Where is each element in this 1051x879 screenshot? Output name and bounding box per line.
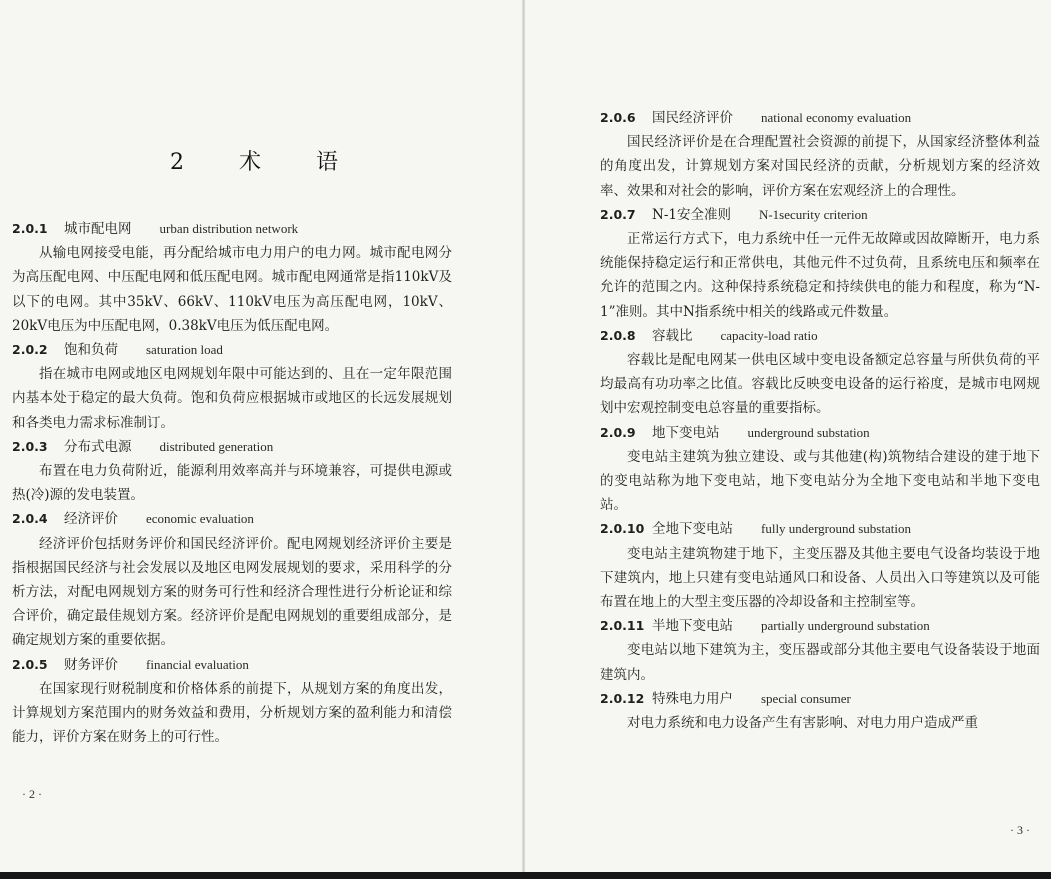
- term-definition: 在国家现行财税制度和价格体系的前提下，从规划方案的角度出发，计算规划方案范围内的财务效益和费用，分析规划方案的盈利能力和清偿能力，评价方案在财务上的可行性。: [12, 680, 452, 746]
- term-number: 2.0.11: [600, 618, 645, 634]
- term-english: underground substation: [747, 424, 870, 440]
- book-gutter: [522, 0, 525, 872]
- term-number: 2.0.4: [12, 511, 48, 527]
- term-heading: [600, 203, 1040, 227]
- term-number: 2.0.5: [12, 656, 48, 672]
- term-entry: [12, 217, 452, 338]
- page-number-left: · 2 ·: [22, 787, 42, 801]
- chapter-title: 2 术 语: [170, 150, 362, 175]
- term-english: saturation load: [146, 342, 223, 358]
- term-definition: 从输电网接受电能，再分配给城市电力用户的电力网。城市配电网分为高压配电网、中压配电网和低压配电网。城市配电网通常是指110kV及以下的电网。其中35kV、66kV、110kV电压为高压配电网，10kV、20kV电压为中压配电网，0.38kV电压为低压配电网。: [12, 245, 452, 334]
- term-heading: [12, 653, 452, 677]
- left-column: [12, 217, 452, 749]
- term-english: fully underground substation: [761, 521, 911, 537]
- term-chinese: 半地下变电站: [652, 618, 733, 635]
- term-english: partially underground substation: [761, 618, 930, 634]
- term-number: 2.0.12: [600, 690, 645, 706]
- term-definition: 经济评价包括财务评价和国民经济评价。配电网规划经济评价主要是指根据国民经济与社会发展以及地区电网发展规划的要求，采用科学的分析方法，对配电网规划方案的财务可行性和经济合理性进行分析论证和综合评价，确定最佳规划方案。经济评价是配电网规划的重要组成部分，是确定规划方案的重要依据。: [12, 535, 452, 649]
- term-chinese: 饱和负荷: [64, 342, 118, 359]
- term-number: 2.0.10: [600, 521, 645, 537]
- right-column: [600, 106, 1040, 735]
- term-chinese: 全地下变电站: [652, 521, 733, 538]
- term-number: 2.0.1: [12, 221, 48, 236]
- term-heading: [12, 435, 452, 459]
- term-definition: 正常运行方式下，电力系统中任一元件无故障或因故障断开，电力系统能保持稳定运行和正常供电，其他元件不过负荷，且系统电压和频率在允许的范围之内。这种保持系统稳定和持续供电的能力和程度，称为“N-1”准则。其中N指系统中相关的线路或元件数量。: [600, 231, 1040, 320]
- term-english: financial evaluation: [146, 656, 249, 672]
- term-number: 2.0.7: [600, 206, 636, 222]
- term-definition: 指在城市电网或地区电网规划年限中可能达到的、且在一定年限范围内基本处于稳定的最大负荷。饱和负荷应根据城市或地区的长远发展规划和各类电力需求标准制订。: [12, 366, 452, 431]
- term-entry: [12, 507, 452, 652]
- term-entry: [12, 435, 452, 508]
- term-english: economic evaluation: [146, 511, 254, 527]
- term-number: 2.0.2: [12, 342, 48, 358]
- term-number: 2.0.8: [600, 327, 636, 343]
- term-heading: [12, 507, 452, 531]
- term-number: 2.0.9: [600, 424, 636, 440]
- term-definition: 变电站主建筑物建于地下，主变压器及其他主要电气设备均装设于地下建筑内，地上只建有变电站通风口和设备、人员出入口等建筑以及可能布置在地上的大型主变压器的冷却设备和主控制室等。: [600, 545, 1040, 611]
- scan-bottom-edge: [0, 872, 1051, 879]
- term-definition: 国民经济评价是在合理配置社会资源的前提下，从国家经济整体利益的角度出发，计算规划方案对国民经济的贡献，分析规划方案的经济效率、效果和对社会的影响，评价方案在宏观经济上的合理性。: [600, 134, 1040, 199]
- term-heading: [600, 517, 1040, 541]
- term-english: distributed generation: [159, 438, 274, 454]
- term-heading: [600, 421, 1040, 445]
- term-entry: [12, 338, 452, 435]
- term-chinese: 国民经济评价: [652, 110, 733, 126]
- term-chinese: 容载比: [652, 327, 693, 344]
- term-heading: [12, 338, 452, 362]
- term-number: 2.0.3: [12, 438, 48, 454]
- term-entry: [600, 421, 1040, 518]
- term-entry: [600, 687, 1040, 735]
- term-chinese: 地下变电站: [652, 424, 720, 441]
- term-heading: [600, 324, 1040, 348]
- term-number: 2.0.6: [600, 110, 636, 125]
- term-chinese: 分布式电源: [64, 438, 132, 455]
- term-definition: 对电力系统和电力设备产生有害影响、对电力用户造成严重: [627, 715, 978, 732]
- term-definition: 变电站主建筑为独立建设、或与其他建(构)筑物结合建设的建于地下的变电站称为地下变电站，地下变电站分为全地下变电站和半地下变电站。: [600, 448, 1040, 514]
- term-chinese: 财务评价: [64, 656, 118, 673]
- term-entry: [600, 614, 1040, 687]
- term-heading: [600, 614, 1040, 638]
- term-english: special consumer: [761, 690, 851, 706]
- term-definition: 布置在电力负荷附近，能源利用效率高并与环境兼容，可提供电源或热(冷)源的发电装置。: [12, 463, 452, 504]
- term-entry: [600, 106, 1040, 203]
- term-chinese: 特殊电力用户: [652, 690, 733, 707]
- term-heading: [600, 687, 1040, 711]
- term-entry: [600, 324, 1040, 421]
- term-entry: [12, 653, 452, 750]
- term-heading: [600, 106, 1040, 130]
- page-number-right: · 3 ·: [1010, 823, 1030, 837]
- term-english: national economy evaluation: [761, 110, 912, 125]
- term-entry: [600, 517, 1040, 614]
- term-english: urban distribution network: [159, 221, 299, 236]
- term-chinese: 城市配电网: [64, 221, 132, 237]
- term-chinese: N-1安全准则: [652, 206, 731, 223]
- term-heading: [12, 217, 452, 241]
- term-entry: [600, 203, 1040, 324]
- term-english: capacity-load ratio: [720, 327, 818, 343]
- term-chinese: 经济评价: [64, 511, 118, 528]
- term-english: N-1security criterion: [758, 206, 868, 222]
- term-definition: 变电站以地下建筑为主，变压器或部分其他主要电气设备装设于地面建筑内。: [600, 642, 1040, 683]
- term-definition: 容载比是配电网某一供电区域中变电设备额定总容量与所供负荷的平均最高有功功率之比值。容载比反映变电设备的运行裕度，是城市电网规划中宏观控制变电总容量的重要指标。: [600, 352, 1040, 417]
